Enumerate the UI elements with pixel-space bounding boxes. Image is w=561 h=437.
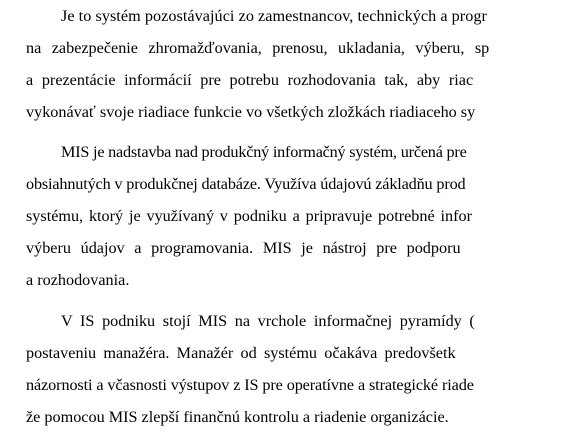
- paragraph-3-line-2: postaveniu manažéra. Manažér od systému očakáva predovšetk: [26, 344, 456, 362]
- paragraph-1-line-3: a prezentácie informácií pre potrebu rozhodovania tak, aby riac: [26, 71, 474, 89]
- paragraph-2-line-1: MIS je nadstavba nad produkčný informačný systém, určená pre: [61, 143, 467, 161]
- paragraph-2-line-4: výberu údajov a programovania. MIS je nástroj pre podporu: [26, 239, 461, 257]
- paragraph-2-line-3: systému, ktorý je využívaný v podniku a pripravuje potrebné infor: [26, 207, 472, 225]
- paragraph-1-line-4: vykonávať svoje riadiace funkcie vo všetkých zložkách riadiaceho sy: [26, 103, 476, 121]
- paragraph-1-line-2: na zabezpečenie zhromažďovania, prenosu, ukladania, výberu, sp: [26, 39, 490, 57]
- paragraph-3-line-3: názornosti a včasnosti výstupov z IS pre operatívne a strategické riade: [26, 376, 474, 394]
- paragraph-3-line-4: že pomocou MIS zlepší finančnú kontrolu a riadenie organizácie.: [26, 408, 449, 426]
- paragraph-2-line-5: a rozhodovania.: [26, 271, 130, 289]
- paragraph-2-line-2: obsiahnutých v produkčnej databáze. Využíva údajovú základňu prod: [26, 175, 466, 193]
- paragraph-1-line-1: Je to systém pozostávajúci zo zamestnancov, technických a progr: [61, 7, 487, 25]
- paragraph-3-line-1: V IS podniku stojí MIS na vrchole informačnej pyramídy (: [61, 312, 475, 330]
